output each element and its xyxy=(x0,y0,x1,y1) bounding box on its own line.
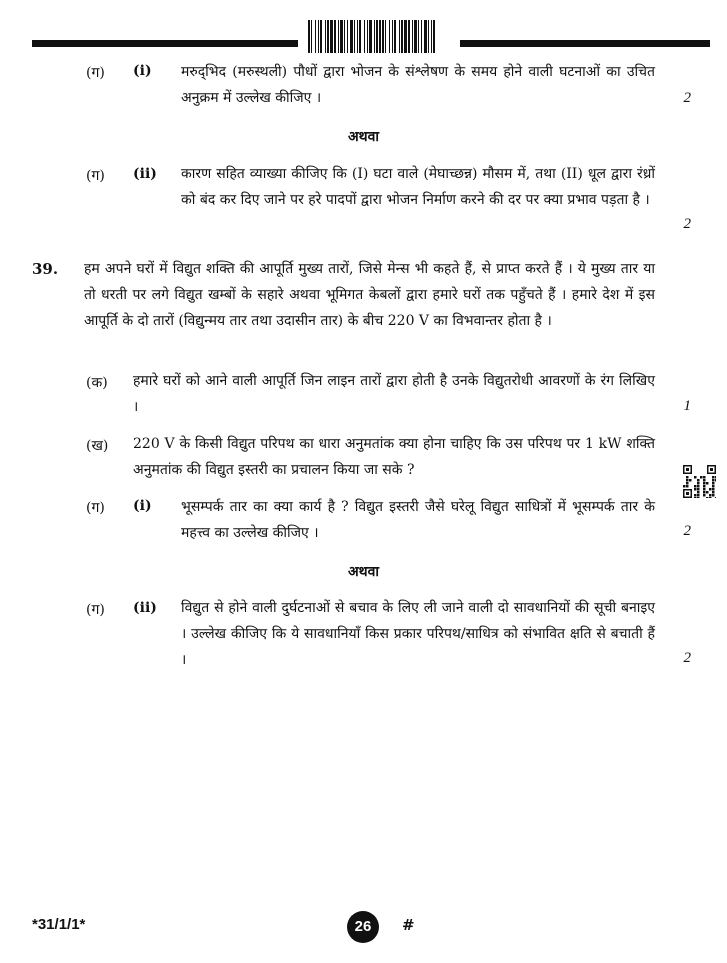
q39-c-i-label: (i) xyxy=(133,498,152,514)
q38-c-ii-marker: (ग) xyxy=(86,168,105,184)
barcode-icon xyxy=(306,20,439,53)
q39-c-ii-marker: (ग) xyxy=(86,602,105,618)
hash-mark: # xyxy=(402,916,415,934)
q39-a-marker: (क) xyxy=(86,375,108,391)
q39-a-text: हमारे घरों को आने वाली आपूर्ति जिन लाइन तारों द्वारा होती है उनके विद्युतरोधी आवरणों के रंग लिखिए । xyxy=(133,373,655,415)
q38-c-i-marks: 2 xyxy=(683,90,691,106)
q39-b-marker: (ख) xyxy=(86,438,109,454)
q38-c-ii-label: (ii) xyxy=(133,166,157,182)
q38-c-i-label: (i) xyxy=(133,63,152,79)
q39-or-heading: अथवा xyxy=(347,564,380,580)
q39-intro-text: हम अपने घरों में विद्युत शक्ति की आपूर्ति मुख्य तारों, जिसे मेन्स भी कहते हैं, से प्राप्त करते हैं । ये मुख्य तार या तो धरती पर लगे विद्युत खम्बों के सहारे अथवा भूमिगत केबलों द्वारा हमारे घरों तक पहुँचते हैं । हमारे देश में इस आपूर्ति के दो तारों (विद्युन्मय तार तथा उदासीन तार) के बीच 220 V का विभवान्तर होता है । xyxy=(84,261,655,329)
q39-c-i-marker: (ग) xyxy=(86,500,105,516)
q39-c-ii-text: विद्युत से होने वाली दुर्घटनाओं से बचाव के लिए ली जाने वाली दो सावधानियों की सूची बनाइए । उल्लेख कीजिए कि ये सावधानियाँ किस प्रकार परिपथ/साधित्र को संभावित क्षति से बचाती हैं । xyxy=(181,600,655,668)
q38-or-heading: अथवा xyxy=(347,129,380,145)
q38-c-i-text: मरुद्‌भिद (मरुस्थली) पौधों द्वारा भोजन के संश्लेषण के समय होने वाली घटनाओं का उचित अनुक्रम में उल्लेख कीजिए । xyxy=(181,64,655,106)
qr-code-icon xyxy=(683,465,716,498)
q39-a-marks: 1 xyxy=(683,398,691,414)
q39-c-ii-marks: 2 xyxy=(683,650,691,666)
q38-c-ii-marks: 2 xyxy=(683,216,691,232)
q39-c-i-text: भूसम्पर्क तार का क्या कार्य है ? विद्युत इस्तरी जैसे घरेलू विद्युत साधित्रों में भूसम्पर्क तार के महत्त्व का उल्लेख कीजिए । xyxy=(181,499,655,541)
header-rule-left xyxy=(32,40,298,47)
paper-code: *31/1/1* xyxy=(32,916,86,933)
q39-c-i-marks: 2 xyxy=(683,523,691,539)
q38-c-ii-text: कारण सहित व्याख्या कीजिए कि (I) घटा वाले (मेघाच्छन्न) मौसम में, तथा (II) धूल द्वारा रंध्रों को बंद कर दिए जाने पर हरे पादपों द्वारा भोजन निर्माण करने की दर पर क्या प्रभाव पड़ता है । xyxy=(181,166,655,208)
page-number: 26 xyxy=(347,911,379,943)
header-rule-right xyxy=(460,40,710,47)
q38-c-i-marker: (ग) xyxy=(86,65,105,81)
q39-b-text: 220 V के किसी विद्युत परिपथ का धारा अनुमतांक क्या होना चाहिए कि उस परिपथ पर 1 kW शक्ति अनुमतांक की विद्युत इस्तरी का प्रचालन किया जा सके ? xyxy=(133,436,655,478)
q39-number: 39. xyxy=(32,260,59,278)
q39-c-ii-label: (ii) xyxy=(133,600,157,616)
